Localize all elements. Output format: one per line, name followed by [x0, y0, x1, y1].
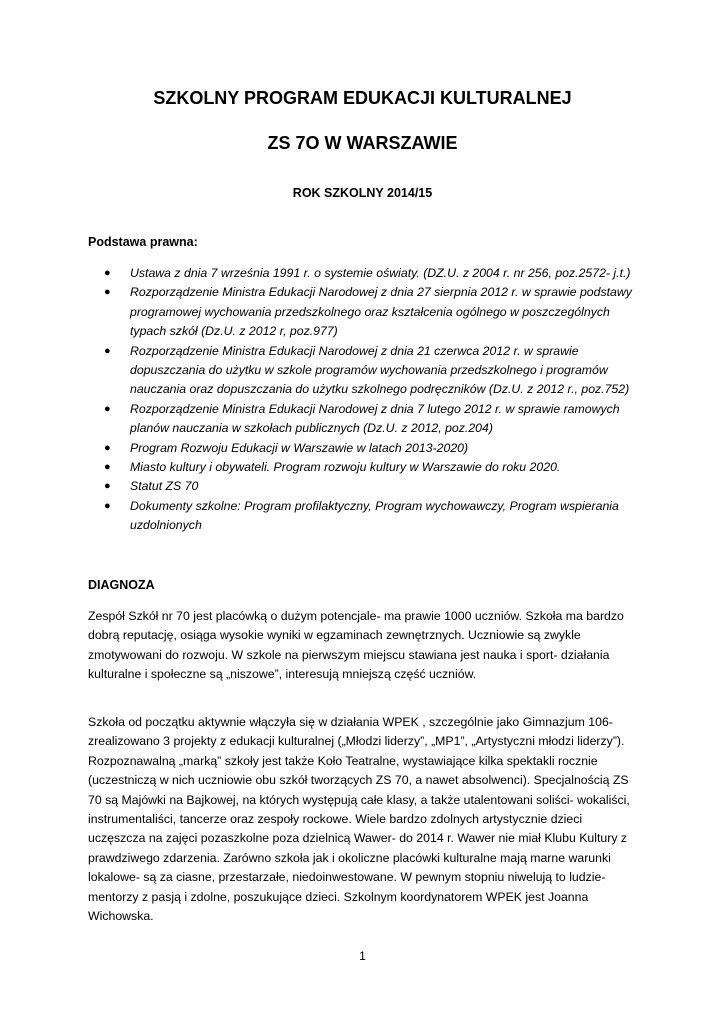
list-item-text: Rozporządzenie Ministra Edukacji Narodowej z dnia 21 czerwca 2012 r. w sprawie dopuszczania do użytku w szkole programów wychowania przedszkolnego i programów nauczania oraz dopuszczania do użytku szkolnego podręczników (Dz.U. z 2012 r., poz.752) — [130, 343, 630, 397]
document-subtitle: ZS 7O W WARSZAWIE — [267, 133, 458, 153]
diagnosis-paragraph-2: Szkoła od początku aktywnie włączyła się w działania WPEK , szczególnie jako Gimnazjum 106- zrealizowano 3 projekty z edukacji kulturalnej („Młodzi liderzy”, „MP1”, „Artystyczni młodzi liderzy”). Rozpoznawalną „marką” szkoły jest także Koło Teatralne, wystawiające kilka spektakli rocznie (uczestniczą w nich uczniowie obu szkół tworzących ZS 70, a nawet absolwenci). Specjalnością ZS 70 są Majówki na Bajkowej, na których występują całe klasy, a także utalentowani soliści- wokaliści, instrumentaliści, tancerze oraz zespoły rockowe. Wiele bardzo zdolnych artystycznie dzieci uczęszcza na zajęci pozaszkolne poza dzielnicą Wawer- do 2014 r. Wawer nie miał Klubu Kultury z prawdziwego zdarzenia. Zarówno szkoła jak i okoliczne placówki kulturalne mają marne warunki lokalowe- są za ciasne, przestarzałe, niedoinwestowane. W pewnym stopniu niwelują to ludzie- mentorzy z pasją i zdolne, poszukujące dzieci. Szkolnym koordynatorem WPEK jest Joanna Wichowska. — [88, 715, 630, 924]
list-item — [100, 458, 640, 477]
list-item-text: Ustawa z dnia 7 września 1991 r. o systemie oświaty. (DZ.U. z 2004 r. nr 256, poz.2572- j.t.) — [130, 266, 631, 280]
bullet-dot-icon: ● — [104, 480, 111, 493]
list-item-text: Dokumenty szkolne: Program profilaktyczny, Program wychowawczy, Program wspierania uzdolnionych — [130, 498, 619, 533]
legal-basis-heading: Podstawa prawna: — [88, 235, 198, 249]
school-year: ROK SZKOLNY 2014/15 — [292, 186, 433, 200]
list-item-text: Miasto kultury i obywateli. Program rozwoju kultury w Warszawie do roku 2020. — [130, 460, 561, 475]
diagnosis-paragraph-1: Zespół Szkół nr 70 jest placówką o dużym potencjale- ma prawie 1000 uczniów. Szkoła ma bardzo dobrą reputację, osiąga wysokie wyniki w egzaminach zewnętrznych. Uczniowie są zwykle zmotywowani do rozwoju. W szkole na pierwszym miejscu stawiana jest nauka i sport- działania kulturalne i społeczne są „niszowe”, interesują mniejszą część uczniów. — [88, 609, 624, 682]
bullet-dot-icon: ● — [104, 267, 111, 279]
list-item — [100, 342, 640, 400]
list-item — [100, 477, 640, 496]
legal-basis-list — [100, 264, 640, 536]
bullet-dot-icon: ● — [104, 402, 111, 415]
list-item — [100, 439, 640, 458]
list-item-text: Program Rozwoju Edukacji w Warszawie w latach 2013-2020) — [130, 440, 469, 455]
bullet-dot-icon: ● — [104, 499, 111, 512]
bullet-dot-icon: ● — [104, 441, 111, 454]
bullet-dot-icon: ● — [104, 461, 111, 474]
list-item — [100, 497, 640, 536]
list-item-text: Rozporządzenie Ministra Edukacji Narodowej z dnia 7 lutego 2012 r. w sprawie ramowych planów nauczania w szkołach publicznych (Dz.U. z 2012, poz.204) — [130, 401, 620, 436]
list-item-text: Rozporządzenie Ministra Edukacji Narodowej z dnia 27 sierpnia 2012 r. w sprawie podstawy programowej wychowania przedszkolnego oraz kształcenia ogólnego w poszczególnych typach szkół (Dz.U. z 2012 r, poz.977) — [130, 285, 632, 339]
bullet-dot-icon: ● — [104, 286, 111, 299]
page-number: 1 — [359, 949, 366, 963]
list-item — [100, 283, 640, 341]
list-item — [100, 400, 640, 439]
bullet-dot-icon: ● — [104, 344, 111, 357]
list-item — [100, 264, 640, 283]
list-item-text: Statut ZS 70 — [130, 479, 199, 494]
document-title: SZKOLNY PROGRAM EDUKACJI KULTURALNEJ — [153, 88, 572, 108]
diagnosis-heading: DIAGNOZA — [88, 578, 155, 592]
